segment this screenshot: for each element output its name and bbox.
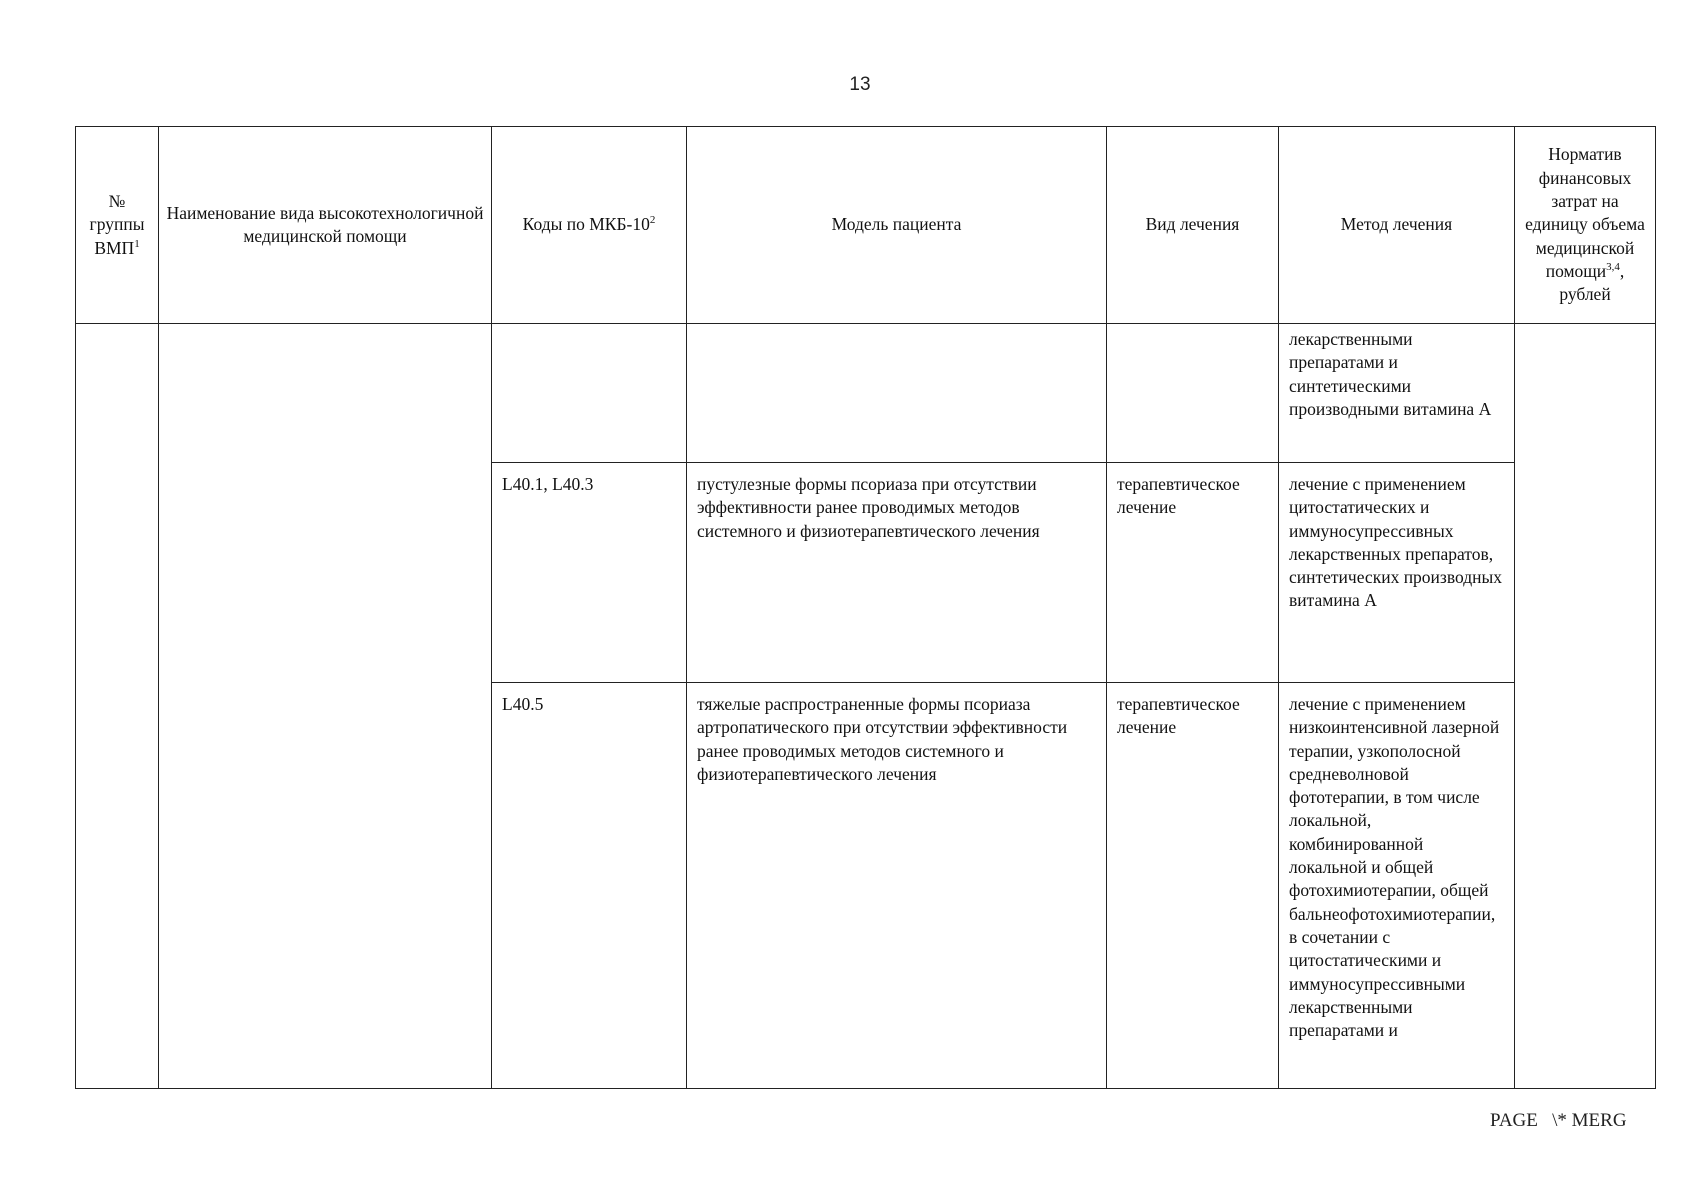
header-codes: Коды по МКБ-$10^2$	[492, 127, 687, 324]
codes-cell	[492, 324, 687, 463]
treatment-type-cell: терапевтическое лечение	[1107, 463, 1279, 683]
treatment-method-text: лечение с применением низкоинтенсивной лазерной терапии, узкополосной средневолновой фототерапии, в том числе локальной, комбинированной локальной и общей фотохимиотерапии, общей бальнеофотохимиотерапии, в сочетании с цитостатическими и иммуносупрессивными лекарственными препаратами и	[1289, 694, 1500, 1041]
patient-model-cell: пустулезные формы псориаза при отсутствии эффективности ранее проводимых методов системного и физиотерапевтического лечения	[687, 463, 1107, 683]
vmp-table	[75, 126, 1656, 1089]
patient-model-cell	[687, 324, 1107, 463]
treatment-type-cell	[1107, 324, 1279, 463]
page-number: 13	[849, 74, 871, 95]
name-cell	[159, 324, 492, 1089]
header-treatment-type: Вид лечения	[1107, 127, 1279, 324]
table-header-row	[76, 127, 1656, 324]
treatment-method-cell: лекарственными препаратами и синтетическими производными витамина А	[1279, 324, 1515, 463]
cost-norm-cell	[1515, 324, 1656, 1089]
codes-cell: L40.1, L40.3	[492, 463, 687, 683]
page-field-code: PAGE \* MERG	[1490, 1110, 1627, 1131]
header-patient-model: Модель пациента	[687, 127, 1107, 324]
codes-cell: L40.5	[492, 683, 687, 1089]
header-group-no: № группы ВМП$^1$	[76, 127, 159, 324]
table-row	[76, 324, 1656, 463]
treatment-method-cell: лечение с применением цитостатических и иммуносупрессивных лекарственных препаратов, синтетических производных витамина А	[1279, 463, 1515, 683]
header-name: Наименование вида высокотехнологичной медицинской помощи	[159, 127, 492, 324]
header-cost-norm: Норматив финансовых затрат на единицу объема медицинской помощи$^{3,4}$, рублей	[1515, 127, 1656, 324]
header-treatment-method: Метод лечения	[1279, 127, 1515, 324]
treatment-method-cell	[1279, 683, 1515, 1089]
group-no-cell	[76, 324, 159, 1089]
patient-model-cell: тяжелые распространенные формы псориаза артропатического при отсутствии эффективности ранее проводимых методов системного и физиотерапевтического лечения	[687, 683, 1107, 1089]
treatment-type-cell: терапевтическое лечение	[1107, 683, 1279, 1089]
